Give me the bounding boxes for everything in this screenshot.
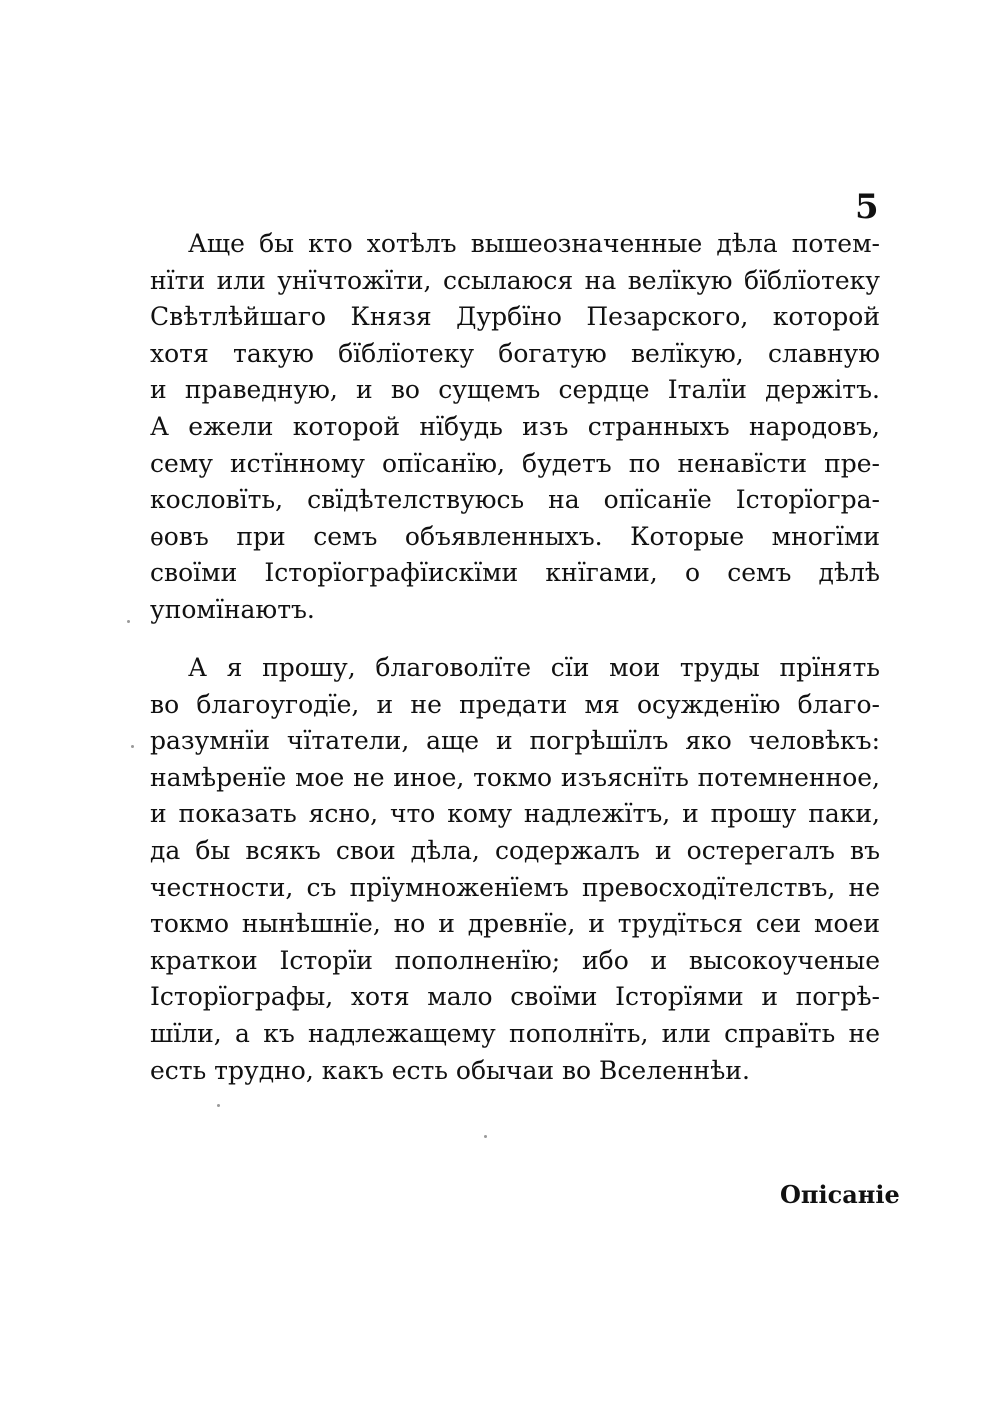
text-line: Свѣтлѣйшаго Князя Дурбїно Пезарского, которой <box>150 302 880 332</box>
paragraph-1 <box>150 226 880 629</box>
text-line: своїми Історїографїискїми кнїгами, о семъ дѣлѣ <box>150 558 880 588</box>
text-line: краткои Історїи пополненїю; ибо и высокоученые <box>150 945 880 975</box>
text-line: упомїнаютъ. <box>150 594 315 624</box>
text-line: ѳовъ при семъ объявленныхъ. Которые многїми <box>150 521 880 551</box>
text-line: во благоугодїе, и не предати мя осужденїю благо- <box>150 689 880 719</box>
text-line: честности, съ прїумноженїемъ превосходїтелствъ, не <box>150 872 880 902</box>
catchword: Опісаніе <box>780 1180 900 1209</box>
text-line: да бы всякъ свои дѣла, содержалъ и остерегалъ въ <box>150 835 880 865</box>
text-line: сему истїнному опїсанїю, будетъ по ненавїсти пре- <box>150 448 880 478</box>
scan-speck <box>131 745 134 748</box>
page-number: 5 <box>855 187 879 227</box>
scan-speck <box>127 620 130 623</box>
text-line: и праведную, и во сущемъ сердце Італїи держітъ. <box>150 375 880 405</box>
text-line: кословїть, свїдѣтелствуюсь на опїсанїе Історїогра- <box>150 485 880 515</box>
text-line: А я прошу, благоволїте сїи мои труды прїнять <box>188 653 880 682</box>
text-line: разумнїи чїтатели, аще и погрѣшїлъ яко человѣкъ: <box>150 726 880 756</box>
text-line: есть трудно, какъ есть обычаи во Вселеннѣи. <box>150 1055 750 1085</box>
text-line: А ежели которой нїбудь изъ странныхъ народовъ, <box>150 411 880 441</box>
text-line: токмо нынѣшнїе, но и древнїе, и трудїться сеи моеи <box>150 909 880 939</box>
text-line: Історїографы, хотя мало своїми Історїями и погрѣ- <box>150 982 880 1012</box>
text-line: нїти или унїчтожїти, ссылаюся на велїкую бїблїотеку <box>150 265 880 295</box>
text-line: шїли, а къ надлежащему пополнїть, или справїть не <box>150 1018 880 1048</box>
paragraph-2 <box>150 650 880 1089</box>
text-line: намѣренїе мое не иное, токмо изъяснїть потемненное, <box>150 762 880 792</box>
scan-speck <box>484 1135 487 1138</box>
text-line: хотя такую бїблїотеку богатую велїкую, славную <box>150 338 880 368</box>
scan-speck <box>217 1104 220 1107</box>
text-line: и показать ясно, что кому надлежїтъ, и прошу паки, <box>150 799 880 829</box>
text-line: Аще бы кто хотѣлъ вышеозначенные дѣла потем- <box>188 229 880 258</box>
